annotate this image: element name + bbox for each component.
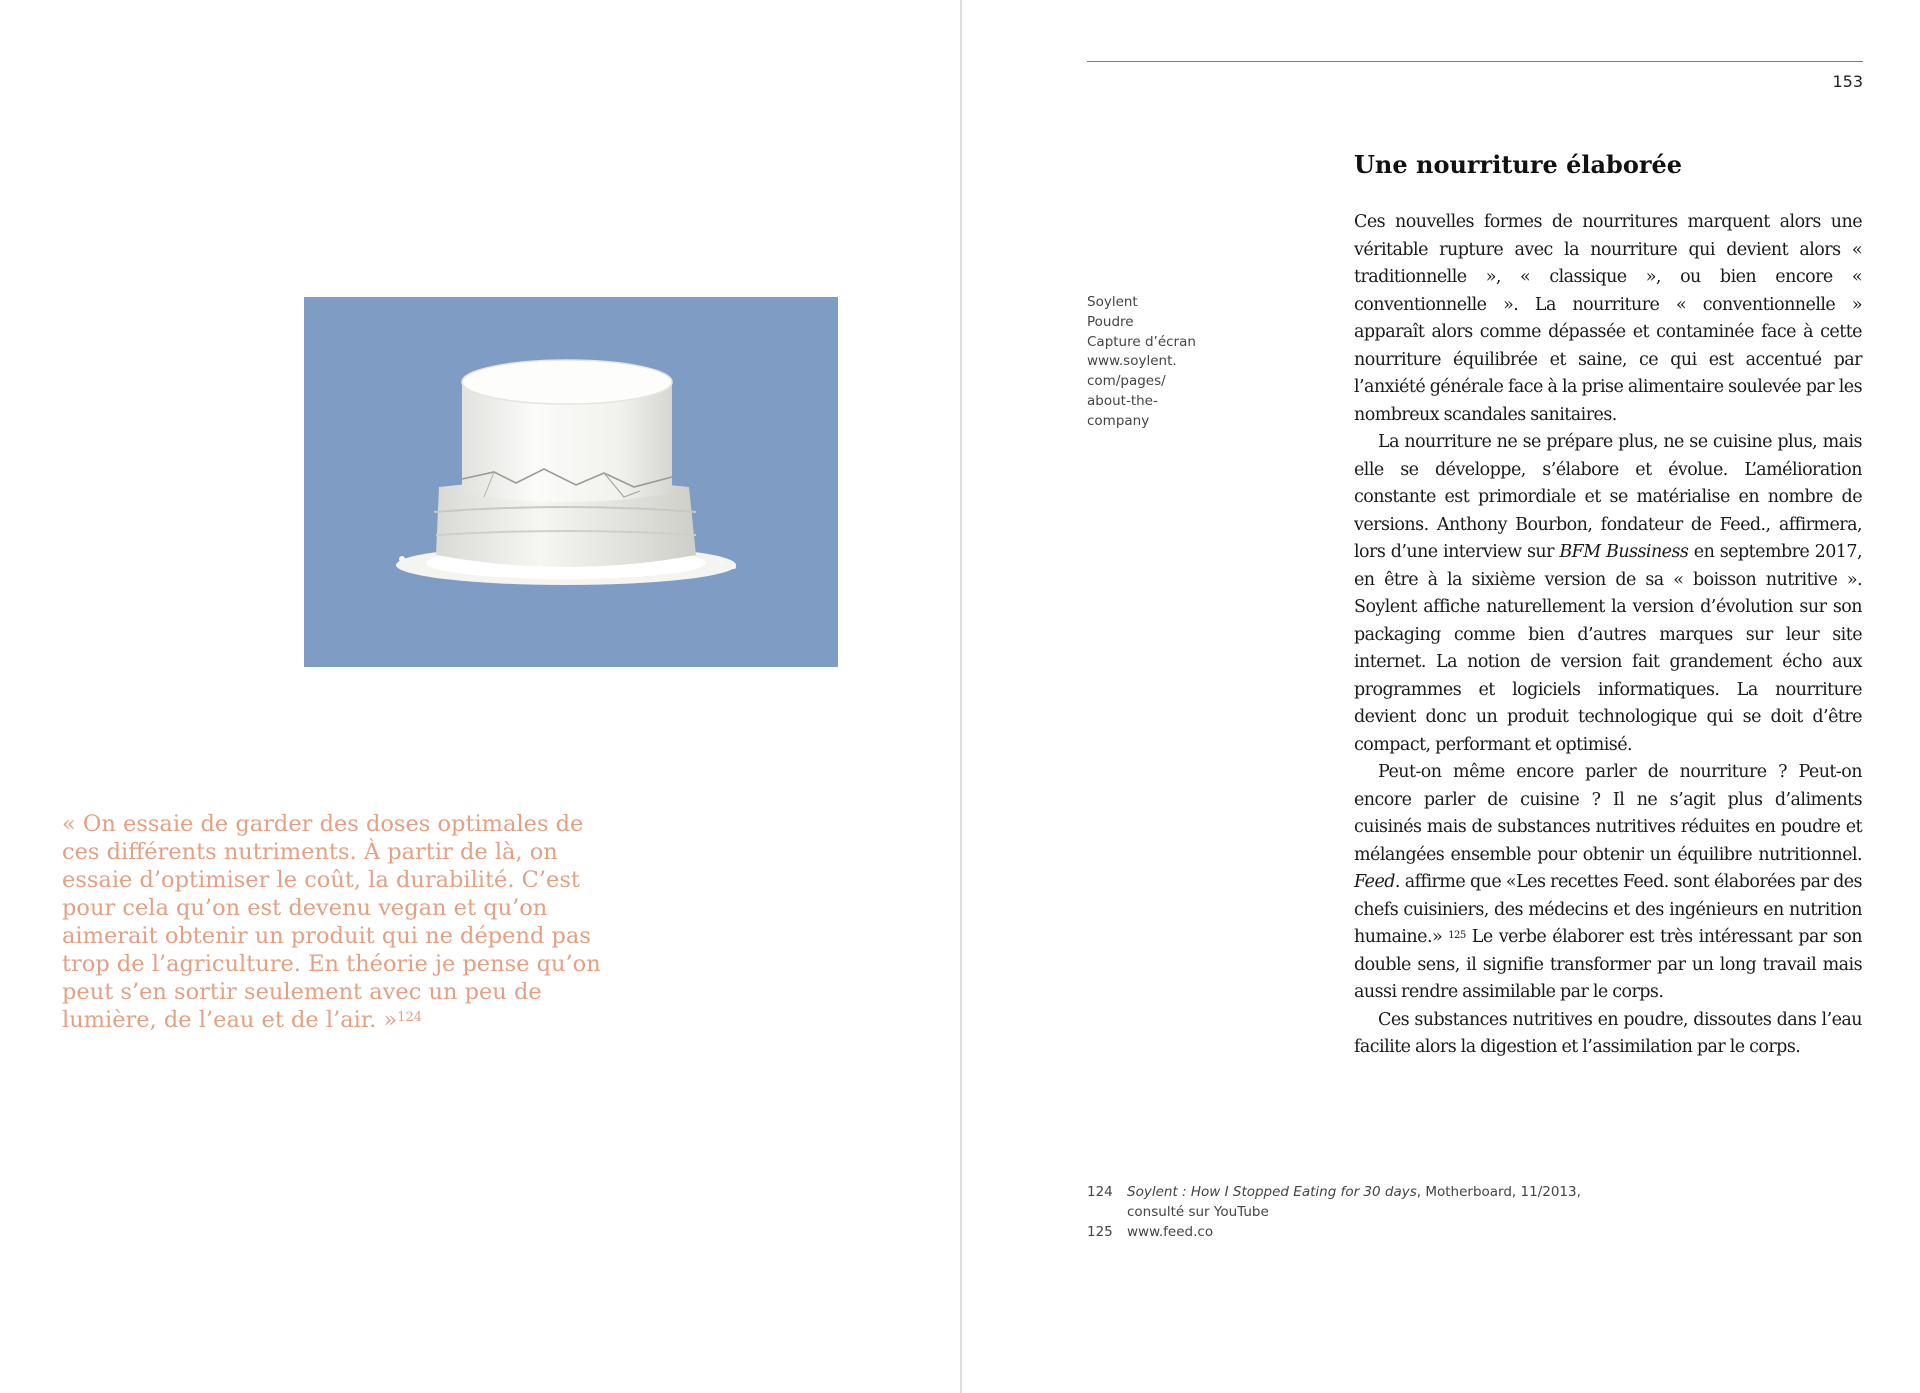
- footnote-body: [1127, 1182, 1607, 1222]
- caption-line: about-the-: [1087, 392, 1158, 409]
- paragraph-text: Le verbe élaborer est très intéressant par son double sens, il signifie transformer par un long travail mais aussi rendre assimilable par le corps.: [1354, 927, 1862, 1002]
- image-caption: [1087, 293, 1237, 432]
- pull-quote-note-ref: 124: [397, 1010, 423, 1025]
- footnote-number: 124: [1087, 1184, 1113, 1200]
- pull-quote: [62, 810, 622, 1034]
- paragraph-text: Ces substances nutritives en poudre, dissoutes dans l’eau facilite alors la digestion et l’assimilation par le corps.: [1354, 1009, 1862, 1057]
- paragraph-text: La nourriture ne se prépare plus, ne se cuisine plus, mais elle se développe, s’élabore et évolue. L’amélioration constante est primordiale et se matérialise en nombre de versions. Anthony Bourbon, fondateur de Feed., affirmera, lors d’une interview sur: [1354, 432, 1862, 562]
- paragraph-text: Peut-on même encore parler de nourriture ? Peut-on encore parler de cuisine ? Il ne s’agit plus d’aliments cuisinés mais de substances nutritives réduites en poudre et mélangées ensemble pour obtenir un équilibre nutritionnel.: [1354, 762, 1862, 865]
- powder-cylinder-illustration: [304, 297, 838, 667]
- body-paragraph: [1354, 429, 1862, 759]
- paragraph-text: Ces nouvelles formes de nourritures marquent alors une véritable rupture avec la nourriture qui devient alors « traditionnelle », « classique », ou bien encore « conventionnelle ». La nourriture « conventionnelle » apparaît alors comme dépassée et contaminée face à cette nourriture équilibrée et saine, ce qui est accentué par l’anxiété générale face à la prise alimentaire soulevée par les nombreux scandales sanitaires.: [1354, 212, 1862, 425]
- paragraph-text: . affirme que «Les recettes Feed. sont élaborées par des chefs cuisiniers, des médecins et des ingénieurs en nutrition humaine.»: [1354, 872, 1862, 947]
- caption-line: Soylent: [1087, 294, 1138, 310]
- caption-line: Capture d’écran: [1087, 333, 1196, 350]
- soylent-powder-photo: [304, 297, 838, 667]
- footnote-title: Soylent : How I Stopped Eating for 30 days: [1127, 1184, 1417, 1200]
- brand-name: Feed: [1354, 872, 1395, 892]
- caption-line: Poudre: [1087, 313, 1134, 330]
- body-paragraph: [1354, 209, 1862, 429]
- caption-line: com/pages/: [1087, 373, 1166, 390]
- section-title: Une nourriture élaborée: [1354, 150, 1683, 179]
- body-text: [1354, 209, 1862, 1062]
- page-number: 153: [1832, 72, 1863, 91]
- footnote: [1087, 1222, 1607, 1242]
- caption-line: www.soylent.: [1087, 353, 1177, 370]
- footnote-number: 125: [1087, 1224, 1113, 1240]
- body-paragraph: [1354, 759, 1862, 1007]
- footnote-ref: 125: [1448, 930, 1466, 941]
- footnote-text: , Motherboard, 11/2013, consulté sur YouTube: [1127, 1184, 1581, 1220]
- footnote: [1087, 1182, 1607, 1222]
- header-rule: [1087, 61, 1863, 62]
- pull-quote-text: « On essaie de garder des doses optimales de ces différents nutriments. À partir de là, on essaie d’optimiser le coût, la durabilité. C’est pour cela qu’on est devenu vegan et qu’on aimerait obtenir un produit qui ne dépend pas trop de l’agriculture. En théorie je pense qu’on peut s’en sortir seulement avec un peu de lumière, de l’eau et de l’air. »: [62, 811, 601, 1033]
- body-paragraph: [1354, 1007, 1862, 1062]
- caption-line: company: [1087, 412, 1150, 429]
- footnote-text: www.feed.co: [1127, 1224, 1214, 1240]
- footnote-body: [1127, 1222, 1607, 1242]
- media-title: BFM Bussiness: [1559, 542, 1689, 562]
- footnotes: [1087, 1182, 1607, 1242]
- paragraph-text: en septembre 2017, en être à la sixième version de sa « boisson nutritive ». Soylent affiche naturellement la version d’évolution sur son packaging comme bien d’autres marques sur leur site internet. La notion de version fait grandement écho aux programmes et logiciels informatiques. La nourriture devient donc un produit technologique qui se doit d’être compact, performant et optimisé.: [1354, 542, 1862, 755]
